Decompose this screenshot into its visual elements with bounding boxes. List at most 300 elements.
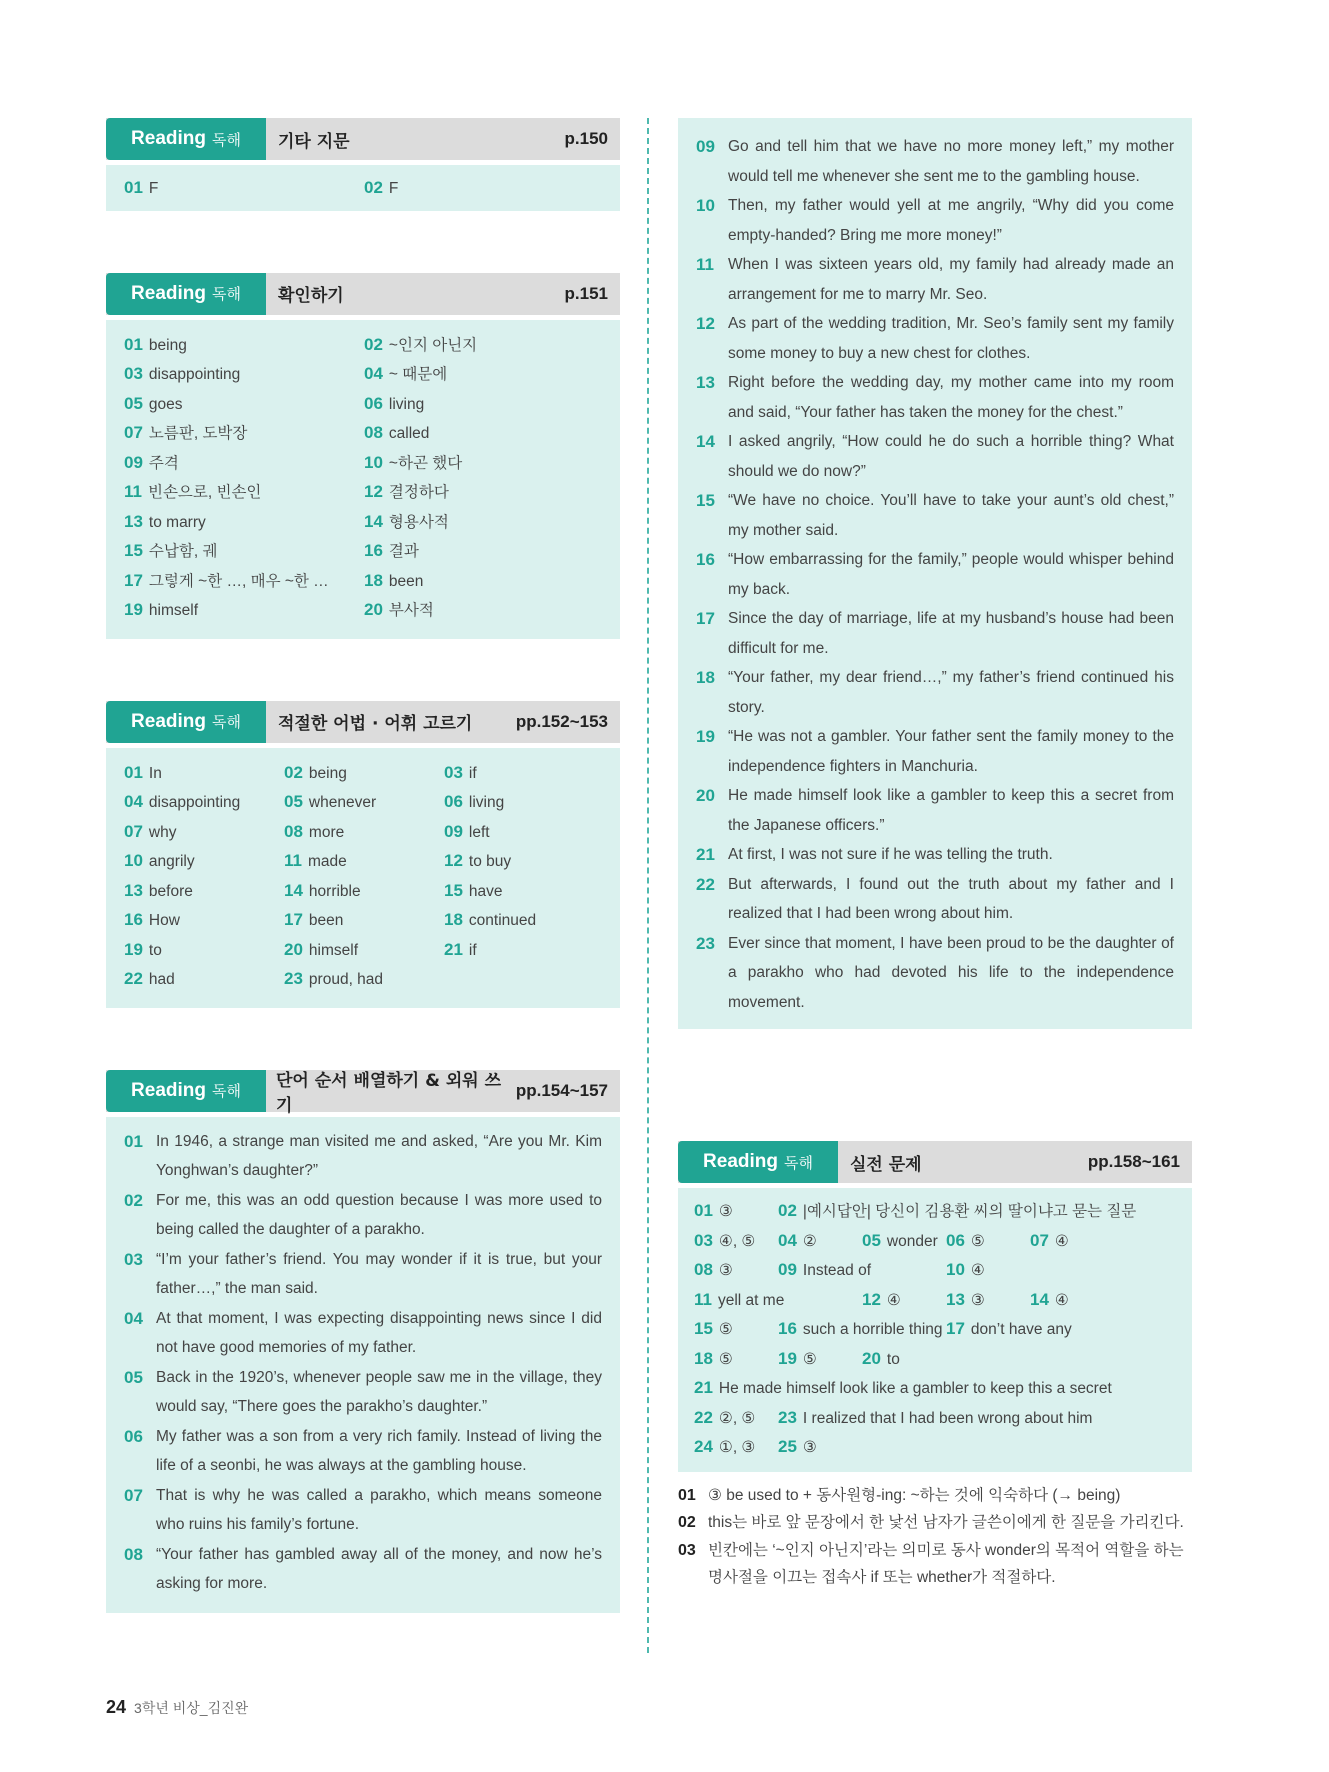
item-number: 02 bbox=[284, 762, 303, 782]
answer-grid bbox=[124, 758, 602, 994]
answer-item bbox=[284, 817, 444, 847]
answer-item bbox=[778, 1432, 817, 1463]
item-number: 06 bbox=[444, 792, 463, 811]
sentence-number: 04 bbox=[124, 1308, 143, 1328]
item-number: 05 bbox=[284, 792, 303, 811]
item-answer: to bbox=[148, 941, 162, 959]
section-practice bbox=[678, 1141, 1192, 1472]
item-number: 21 bbox=[694, 1378, 713, 1397]
item-answer: yell at me bbox=[717, 1291, 785, 1309]
item-number: 18 bbox=[444, 910, 463, 929]
item-answer: don’t have any bbox=[970, 1321, 1072, 1338]
item-answer: more bbox=[308, 823, 345, 841]
item-number: 03 bbox=[694, 1230, 713, 1250]
answer-item bbox=[364, 477, 604, 507]
sentence-text: At that moment, I was expecting disappointing news since I did not have good memories of my father. bbox=[156, 1309, 602, 1356]
sentence-item bbox=[696, 840, 1174, 870]
answer-item bbox=[364, 566, 604, 596]
sentence-number: 01 bbox=[124, 1131, 143, 1151]
item-answer: why bbox=[148, 823, 177, 841]
sentence-number: 07 bbox=[124, 1485, 143, 1505]
answer-row bbox=[694, 1196, 1176, 1226]
answer-item bbox=[778, 1196, 1136, 1227]
sentence-text: Ever since that moment, I have been proud to be the daughter of a parakho who had devoted his life to the independence movement. bbox=[728, 934, 1174, 1011]
item-answer: angrily bbox=[148, 853, 195, 870]
sentence-number: 23 bbox=[696, 933, 715, 953]
sentence-text: Back in the 1920’s, whenever people saw me in the village, they would say, “There goes the parakho’s daughter.” bbox=[156, 1368, 602, 1415]
section-page: pp.158~161 bbox=[1087, 1152, 1180, 1171]
item-answer: being bbox=[148, 336, 187, 354]
answer-item bbox=[694, 1285, 784, 1316]
section-grammar-vocab bbox=[106, 701, 620, 1008]
item-number: 16 bbox=[778, 1319, 797, 1338]
item-number: 22 bbox=[694, 1407, 713, 1427]
sentence-number: 16 bbox=[696, 550, 715, 569]
item-answer: Instead of bbox=[802, 1262, 871, 1279]
item-answer: have bbox=[468, 882, 503, 900]
item-number: 23 bbox=[284, 969, 303, 988]
item-answer: ~인지 아닌지 bbox=[388, 336, 478, 354]
answer-item bbox=[284, 876, 444, 906]
item-number: 18 bbox=[364, 570, 383, 590]
sentence-text: As part of the wedding tradition, Mr. Seo’s family sent my family some money to buy a new chest for clothes. bbox=[728, 315, 1174, 362]
item-answer: had bbox=[148, 971, 175, 988]
item-number: 14 bbox=[364, 511, 383, 531]
answer-item bbox=[364, 595, 604, 625]
answer-item bbox=[694, 1226, 755, 1257]
section-other-passage bbox=[106, 118, 620, 211]
answer-row bbox=[694, 1314, 1176, 1344]
item-number: 17 bbox=[946, 1319, 965, 1338]
answer-item bbox=[364, 536, 604, 566]
section-title: 단어 순서 배열하기 & 외워 쓰기 bbox=[276, 1070, 502, 1116]
item-answer: being bbox=[308, 764, 347, 782]
explanation-text: 빈칸에는 ‘~인지 아닌지’라는 의미로 동사 wonder의 목적어 역할을 하는 명사절을 이끄는 접속사 if 또는 whether가 적절하다. bbox=[708, 1541, 1184, 1586]
item-answer: 부사적 bbox=[388, 602, 434, 619]
page-footer bbox=[106, 1697, 248, 1718]
answer-item bbox=[946, 1226, 985, 1257]
item-answer: ④, ⑤ bbox=[718, 1232, 756, 1250]
answer-row bbox=[694, 1432, 1176, 1462]
answer-item bbox=[124, 418, 364, 448]
section-title: 실전 문제 bbox=[850, 1154, 922, 1175]
item-number: 03 bbox=[444, 762, 463, 782]
item-answer: before bbox=[148, 882, 193, 900]
sentence-number: 03 bbox=[124, 1249, 143, 1269]
answer-item bbox=[364, 330, 604, 360]
item-number: 02 bbox=[778, 1201, 797, 1220]
answer-item bbox=[364, 448, 604, 478]
answer-item bbox=[284, 964, 444, 994]
answer-item bbox=[444, 935, 604, 965]
item-number: 11 bbox=[694, 1289, 712, 1309]
sentence-number: 08 bbox=[124, 1544, 143, 1564]
explanation-number: 02 bbox=[678, 1514, 696, 1531]
item-answer: disappointing bbox=[148, 794, 241, 811]
sentence-text: In 1946, a strange man visited me and asked, “Are you Mr. Kim Yonghwan’s daughter?” bbox=[156, 1132, 602, 1179]
answer-item bbox=[124, 846, 284, 876]
item-answer: proud, had bbox=[308, 971, 384, 988]
item-number: 20 bbox=[364, 600, 383, 619]
answer-item bbox=[124, 595, 364, 625]
sentence-item bbox=[124, 1186, 602, 1245]
explanations bbox=[678, 1482, 1192, 1592]
answer-item bbox=[778, 1344, 817, 1375]
item-number: 03 bbox=[124, 364, 143, 383]
answer-item bbox=[124, 477, 364, 507]
answer-item bbox=[124, 173, 364, 203]
sentence-text: Go and tell him that we have no more money left,” my mother would tell me whenever she sent me to the gambling house. bbox=[728, 138, 1174, 185]
item-answer: if bbox=[468, 764, 477, 782]
item-answer: to bbox=[886, 1350, 900, 1368]
answer-item bbox=[284, 787, 444, 817]
sentence-item bbox=[696, 929, 1174, 1018]
item-number: 08 bbox=[694, 1260, 713, 1279]
sentence-number: 22 bbox=[696, 874, 715, 894]
item-answer: living bbox=[468, 794, 505, 811]
answer-item bbox=[862, 1285, 901, 1316]
answer-item bbox=[1030, 1285, 1069, 1316]
item-number: 02 bbox=[364, 334, 383, 354]
sentence-number: 10 bbox=[696, 196, 715, 215]
item-answer: horrible bbox=[308, 882, 361, 900]
item-answer: |예시답안| 당신이 김용환 씨의 딸이냐고 묻는 질문 bbox=[802, 1203, 1137, 1220]
item-answer: ⑤ bbox=[802, 1350, 817, 1368]
answer-item bbox=[444, 846, 604, 876]
item-number: 01 bbox=[694, 1201, 713, 1220]
sentence-item bbox=[124, 1481, 602, 1540]
answer-box bbox=[106, 748, 620, 1008]
item-answer: ③ bbox=[718, 1203, 733, 1220]
answer-item bbox=[444, 758, 604, 788]
item-answer: if bbox=[468, 941, 477, 959]
sentence-item bbox=[696, 250, 1174, 309]
right-column bbox=[678, 118, 1192, 1592]
item-number: 12 bbox=[364, 482, 383, 501]
reading-badge: Reading 독해 bbox=[678, 1141, 838, 1183]
sentence-number: 14 bbox=[696, 432, 715, 451]
item-number: 01 bbox=[124, 178, 143, 197]
section-title: 확인하기 bbox=[278, 286, 344, 306]
answer-item bbox=[694, 1403, 755, 1434]
answer-row bbox=[694, 1285, 1176, 1315]
item-answer: How bbox=[148, 912, 180, 929]
answer-item bbox=[1030, 1226, 1069, 1257]
item-number: 10 bbox=[946, 1260, 965, 1279]
item-answer: ④ bbox=[1054, 1291, 1069, 1309]
answer-item bbox=[284, 935, 444, 965]
sentence-text: When I was sixteen years old, my family had already made an arrangement for me to marry Mr. Seo. bbox=[728, 256, 1174, 303]
answer-item bbox=[124, 787, 284, 817]
sentence-number: 15 bbox=[696, 491, 715, 510]
item-number: 19 bbox=[124, 600, 143, 619]
sentence-text: But afterwards, I found out the truth about my father and I realized that I had been wrong about him. bbox=[728, 875, 1174, 922]
sentence-item bbox=[696, 870, 1174, 929]
item-number: 04 bbox=[778, 1230, 797, 1250]
sentence-item bbox=[696, 427, 1174, 486]
sentence-item bbox=[124, 1127, 602, 1186]
item-answer: called bbox=[388, 425, 430, 442]
answer-item bbox=[778, 1314, 943, 1345]
answer-item bbox=[124, 964, 284, 994]
item-number: 07 bbox=[124, 423, 143, 442]
section-page: p.151 bbox=[564, 283, 608, 303]
answer-item bbox=[124, 359, 364, 389]
item-answer: He made himself look like a gambler to keep this a secret bbox=[718, 1380, 1112, 1397]
item-number: 09 bbox=[124, 452, 143, 472]
item-number: 13 bbox=[124, 880, 143, 900]
item-number: 10 bbox=[364, 452, 383, 472]
footer-text: 3학년 비상_김진완 bbox=[134, 1700, 249, 1716]
item-answer: ④ bbox=[886, 1291, 901, 1309]
item-answer: ②, ⑤ bbox=[718, 1409, 756, 1427]
sentence-text: He made himself look like a gambler to keep this a secret from the Japanese officers.” bbox=[728, 787, 1174, 834]
left-column bbox=[106, 118, 620, 1613]
item-number: 13 bbox=[124, 511, 143, 531]
sentence-item bbox=[696, 781, 1174, 840]
practice-answers bbox=[694, 1196, 1176, 1462]
reading-badge: Reading 독해 bbox=[106, 118, 266, 160]
item-number: 14 bbox=[284, 880, 303, 900]
item-answer: 그렇게 ~한 …, 매우 ~한 … bbox=[148, 572, 329, 590]
answer-item bbox=[124, 566, 364, 596]
explanation-item bbox=[678, 1537, 1192, 1592]
item-number: 09 bbox=[778, 1260, 797, 1279]
item-number: 22 bbox=[124, 969, 143, 988]
answer-item bbox=[364, 507, 604, 537]
item-answer: such a horrible thing bbox=[802, 1321, 943, 1338]
item-number: 06 bbox=[364, 393, 383, 413]
item-answer: I realized that I had been wrong about him bbox=[802, 1409, 1093, 1427]
item-number: 11 bbox=[124, 482, 142, 501]
item-answer: 수납함, 궤 bbox=[148, 543, 218, 560]
item-answer: himself bbox=[148, 602, 199, 619]
item-answer: ①, ③ bbox=[718, 1439, 756, 1456]
answer-row bbox=[694, 1403, 1176, 1433]
sentence-item bbox=[696, 722, 1174, 781]
sentence-box bbox=[678, 118, 1192, 1029]
sentence-item bbox=[124, 1363, 602, 1422]
answer-item bbox=[778, 1226, 817, 1257]
sentence-text: “I’m your father’s friend. You may wonder if it is true, but your father…,” the man said. bbox=[156, 1250, 602, 1297]
section-header bbox=[106, 273, 620, 315]
answer-item bbox=[124, 758, 284, 788]
answer-item bbox=[284, 905, 444, 935]
item-number: 12 bbox=[862, 1289, 881, 1309]
item-answer: ~하곤 했다 bbox=[388, 454, 463, 472]
sentence-item bbox=[696, 368, 1174, 427]
section-header bbox=[106, 701, 620, 743]
answer-item bbox=[444, 905, 604, 935]
answer-item bbox=[862, 1226, 938, 1257]
sentence-item bbox=[696, 545, 1174, 604]
answer-item bbox=[364, 389, 604, 419]
sentence-box bbox=[106, 1117, 620, 1613]
sentence-item bbox=[696, 663, 1174, 722]
answer-item bbox=[694, 1196, 733, 1227]
answer-item bbox=[124, 876, 284, 906]
answer-item bbox=[778, 1403, 1092, 1434]
answer-item bbox=[124, 536, 364, 566]
item-number: 12 bbox=[444, 851, 463, 870]
sentence-text: “Your father, my dear friend…,” my father’s friend continued his story. bbox=[728, 669, 1174, 716]
item-answer: ③ bbox=[970, 1291, 985, 1309]
answer-item bbox=[694, 1373, 1112, 1404]
item-number: 20 bbox=[862, 1348, 881, 1368]
sentence-number: 06 bbox=[124, 1426, 143, 1446]
item-number: 08 bbox=[364, 423, 383, 442]
sentence-list bbox=[696, 132, 1174, 1017]
answer-item bbox=[124, 935, 284, 965]
item-answer: 결과 bbox=[388, 543, 419, 560]
sentence-list bbox=[124, 1127, 602, 1599]
item-answer: 빈손으로, 빈손인 bbox=[147, 484, 262, 501]
section-word-order bbox=[106, 1070, 620, 1613]
sentence-item bbox=[124, 1245, 602, 1304]
explanation-number: 01 bbox=[678, 1486, 696, 1504]
reading-badge: Reading 독해 bbox=[106, 1070, 266, 1112]
sentence-number: 09 bbox=[696, 137, 715, 156]
sentence-number: 19 bbox=[696, 727, 715, 746]
explanation-text: this는 바로 앞 문장에서 한 낯선 남자가 글쓴이에게 한 질문을 가리킨다. bbox=[708, 1514, 1184, 1531]
item-answer: been bbox=[388, 572, 424, 590]
section-title: 적절한 어법 · 어휘 고르기 bbox=[278, 714, 473, 734]
item-number: 09 bbox=[444, 821, 463, 841]
sentence-number: 11 bbox=[696, 255, 714, 274]
sentence-text: My father was a son from a very rich family. Instead of living the life of a seonbi, he was always at the gambling house. bbox=[156, 1427, 602, 1474]
sentence-text: That is why he was called a parakho, which means someone who ruins his family’s fortune. bbox=[156, 1486, 602, 1533]
section-check bbox=[106, 273, 620, 639]
answer-row bbox=[694, 1373, 1176, 1403]
reading-badge: Reading 독해 bbox=[106, 701, 266, 743]
answer-item bbox=[862, 1344, 900, 1375]
item-number: 19 bbox=[124, 939, 143, 959]
reading-badge: Reading 독해 bbox=[106, 273, 266, 315]
sentence-number: 12 bbox=[696, 314, 715, 333]
answer-row bbox=[694, 1344, 1176, 1374]
item-answer: continued bbox=[468, 912, 537, 929]
explanation-item bbox=[678, 1482, 1192, 1510]
sentence-item bbox=[696, 604, 1174, 663]
item-answer: disappointing bbox=[148, 366, 241, 383]
answer-item bbox=[124, 905, 284, 935]
section-header bbox=[106, 118, 620, 160]
sentence-number: 18 bbox=[696, 668, 715, 687]
item-number: 15 bbox=[694, 1319, 713, 1338]
section-header bbox=[678, 1141, 1192, 1183]
item-answer: 노름판, 도박장 bbox=[148, 425, 248, 442]
item-answer: been bbox=[308, 912, 344, 929]
answer-item bbox=[694, 1432, 755, 1463]
sentence-item bbox=[696, 309, 1174, 368]
sentence-number: 17 bbox=[696, 609, 715, 628]
answer-item bbox=[694, 1344, 733, 1375]
item-answer: 결정하다 bbox=[388, 484, 449, 501]
sentence-item bbox=[124, 1422, 602, 1481]
sentence-text: “He was not a gambler. Your father sent the family money to the independence fighters in Manchuria. bbox=[728, 728, 1174, 775]
sentence-text: I asked angrily, “How could he do such a horrible thing? What should we do now?” bbox=[728, 433, 1174, 480]
item-answer: living bbox=[388, 395, 425, 413]
sentence-text: For me, this was an odd question because I was more used to being called the daughter of a parakho. bbox=[156, 1191, 602, 1238]
answer-item bbox=[694, 1255, 733, 1286]
answer-item bbox=[778, 1255, 871, 1286]
item-answer: wonder bbox=[886, 1232, 938, 1250]
item-number: 06 bbox=[946, 1230, 965, 1250]
item-number: 19 bbox=[778, 1348, 797, 1368]
sentence-text: Right before the wedding day, my mother came into my room and said, “Your father has taken the money for the chest.” bbox=[728, 374, 1174, 421]
explanation-item bbox=[678, 1509, 1192, 1537]
item-number: 21 bbox=[444, 939, 463, 959]
item-answer: himself bbox=[308, 941, 359, 959]
item-number: 23 bbox=[778, 1407, 797, 1427]
sentence-text: Since the day of marriage, life at my husband’s house had been difficult for me. bbox=[728, 610, 1174, 657]
answer-item bbox=[946, 1314, 1072, 1345]
sentence-number: 20 bbox=[696, 786, 715, 805]
answer-row bbox=[694, 1255, 1176, 1285]
answer-grid bbox=[124, 173, 602, 203]
section-page: pp.154~157 bbox=[515, 1080, 608, 1100]
answer-item bbox=[364, 418, 604, 448]
sentence-text: “Your father has gambled away all of the money, and now he’s asking for more. bbox=[156, 1545, 602, 1592]
section-header bbox=[106, 1070, 620, 1116]
page-number: 24 bbox=[106, 1697, 127, 1717]
answer-item bbox=[124, 507, 364, 537]
item-answer: 주격 bbox=[148, 454, 179, 472]
item-number: 20 bbox=[284, 939, 303, 959]
section-title: 기타 지문 bbox=[278, 131, 350, 152]
answer-item bbox=[364, 173, 604, 203]
answer-item bbox=[444, 787, 604, 817]
section-page: pp.152~153 bbox=[515, 711, 608, 731]
answer-item bbox=[124, 389, 364, 419]
answer-item bbox=[946, 1255, 985, 1286]
item-answer: ② bbox=[802, 1232, 817, 1250]
answer-item bbox=[444, 817, 604, 847]
answer-box bbox=[106, 165, 620, 211]
item-number: 16 bbox=[124, 910, 143, 929]
item-answer: F bbox=[388, 180, 399, 197]
item-answer: ~ 때문에 bbox=[388, 366, 448, 383]
item-number: 15 bbox=[124, 541, 143, 560]
item-number: 07 bbox=[124, 821, 143, 841]
explanation-number: 03 bbox=[678, 1541, 696, 1559]
item-number: 05 bbox=[862, 1230, 881, 1250]
answer-item bbox=[124, 448, 364, 478]
sentence-number: 05 bbox=[124, 1367, 143, 1387]
item-number: 17 bbox=[124, 570, 143, 590]
answer-item bbox=[284, 758, 444, 788]
item-number: 24 bbox=[694, 1437, 713, 1456]
item-number: 10 bbox=[124, 851, 143, 870]
item-answer: ③ bbox=[802, 1439, 817, 1456]
answer-item bbox=[284, 846, 444, 876]
item-number: 04 bbox=[124, 792, 143, 811]
sentence-item bbox=[696, 132, 1174, 191]
item-answer: whenever bbox=[308, 794, 377, 811]
item-answer: goes bbox=[148, 395, 183, 413]
answer-item bbox=[946, 1285, 985, 1316]
sentence-item bbox=[124, 1540, 602, 1599]
item-answer: 형용사적 bbox=[388, 513, 449, 531]
item-number: 25 bbox=[778, 1437, 797, 1456]
answer-box bbox=[106, 320, 620, 639]
item-answer: ④ bbox=[970, 1262, 985, 1279]
item-number: 17 bbox=[284, 910, 303, 929]
sentence-number: 13 bbox=[696, 373, 715, 392]
item-answer: made bbox=[307, 853, 347, 870]
item-answer: to buy bbox=[468, 853, 512, 870]
sentence-item bbox=[124, 1304, 602, 1363]
